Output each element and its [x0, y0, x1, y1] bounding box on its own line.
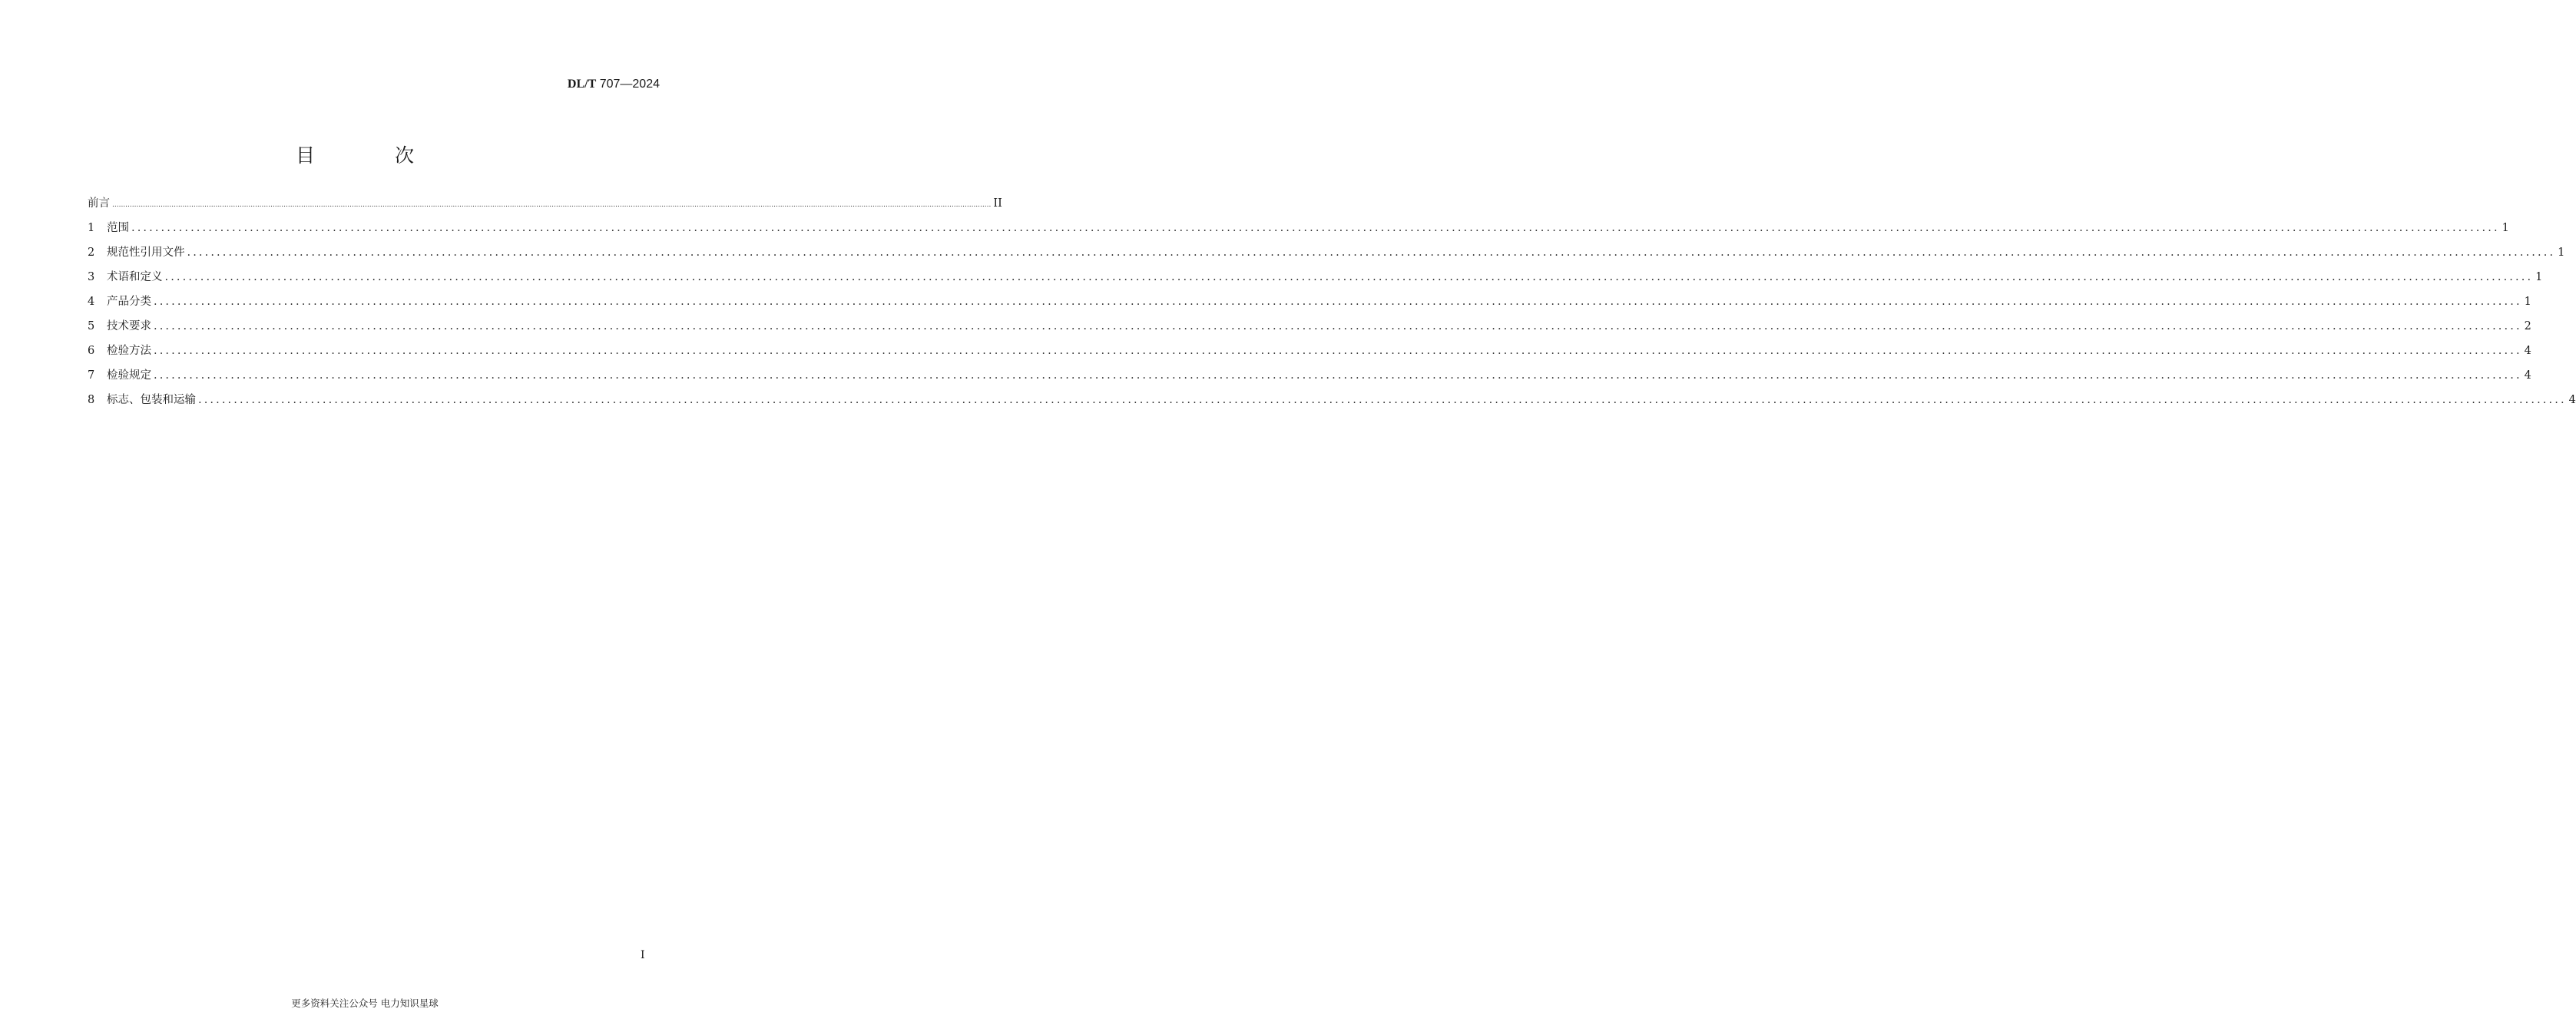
toc-entry-page: 1 [2502, 222, 2509, 234]
toc-entry-page: 4 [2524, 345, 2531, 357]
toc-entry-4[interactable] [88, 293, 2531, 318]
toc-entry-label: 术语和定义 [107, 271, 163, 283]
standard-prefix: DL/T [567, 78, 597, 91]
footer-note: 更多资料关注公众号 电力知识星球 [291, 997, 439, 1009]
toc-entry-3[interactable] [88, 269, 2543, 293]
toc-entry-page: 1 [2558, 246, 2565, 259]
toc-entry-page: 1 [2524, 296, 2531, 308]
toc-entry-8[interactable] [88, 392, 2576, 416]
toc-entry-6[interactable] [88, 342, 2531, 367]
toc-entry-7[interactable] [88, 367, 2531, 392]
toc-dot-leader: ................................................................................................................................................................................................................................................................................................................................................................................................................ [154, 369, 2522, 382]
toc-entry-page: II [993, 197, 1002, 210]
toc-entry-page: 4 [2524, 369, 2531, 382]
toc-entry-label: 标志、包装和运输 [107, 394, 196, 406]
table-of-contents [88, 195, 2576, 416]
toc-entry-number: 4 [88, 296, 95, 308]
page-number: I [641, 949, 645, 961]
toc-entry-number: 2 [88, 246, 95, 259]
toc-entry-label: 检验方法 [107, 345, 151, 357]
toc-dot-leader: ................................................................................................................................................................................................................................................................................................................................................................................................................ [154, 320, 2522, 332]
toc-entry-number: 3 [88, 271, 95, 283]
toc-entry-number: 7 [88, 369, 95, 382]
toc-dot-leader: ................................................................................................................................................................................................................................................................................................................................................................................................................ [154, 296, 2522, 308]
standard-number: 707—2024 [599, 78, 660, 91]
toc-entry-foreword[interactable] [88, 195, 1002, 220]
toc-dot-leader: ................................................................................................................................................................................................................................................................................................................................................................................................................ [198, 394, 2567, 406]
toc-entry-label: 产品分类 [107, 296, 151, 308]
toc-entry-number: 1 [88, 222, 95, 234]
toc-entry-page: 1 [2535, 271, 2543, 283]
toc-dot-leader: ................................................................................................................................................................................................................................................................................................................................................................................................................ [154, 345, 2522, 357]
toc-entry-1[interactable] [88, 220, 2509, 244]
toc-entry-label: 检验规定 [107, 369, 151, 382]
page-title: 目 次 [296, 144, 451, 167]
toc-entry-label: 技术要求 [107, 320, 151, 332]
toc-dot-leader: ................................................................................................................................................................................................................................................................................................................................................................................................................ [131, 222, 2500, 234]
toc-dot-leader: ................................................................................................................................................................................................................................................................................................................................................................................................................ [187, 246, 2556, 259]
toc-entry-label: 规范性引用文件 [107, 246, 185, 259]
toc-entry-number: 8 [88, 394, 95, 406]
toc-entry-label: 前言 [88, 197, 110, 210]
standard-code [568, 78, 660, 91]
toc-entry-2[interactable] [88, 244, 2565, 269]
toc-entry-number: 5 [88, 320, 95, 332]
toc-dot-leader: ................................................................................................................................................................................................................................................................................................................................................................................................................ [112, 201, 992, 209]
toc-dot-leader: ................................................................................................................................................................................................................................................................................................................................................................................................................ [164, 271, 2534, 283]
toc-entry-page: 2 [2524, 320, 2531, 332]
toc-entry-page: 4 [2568, 394, 2576, 406]
toc-entry-number: 6 [88, 345, 95, 357]
toc-entry-label: 范围 [107, 222, 129, 234]
toc-entry-5[interactable] [88, 318, 2531, 342]
